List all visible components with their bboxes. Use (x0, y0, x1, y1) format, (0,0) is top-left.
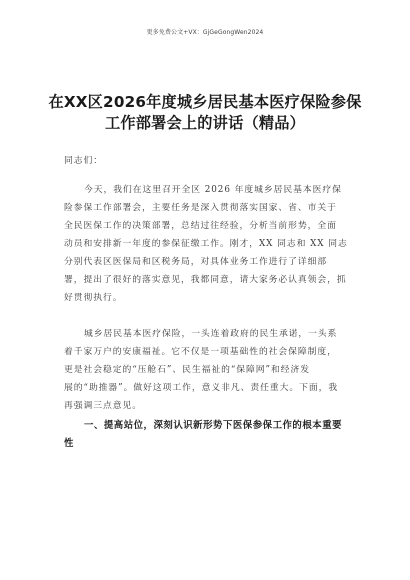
paragraph-1-line-7: 好贯彻执行。 (64, 293, 123, 303)
paragraph-2-line-5: 再强调三点意见。 (64, 401, 142, 411)
paragraph-1-line-5: 分别代表区医保局和区税务局，对具体业务工作进行了详细部 (64, 257, 328, 267)
greeting: 同志们： (64, 156, 103, 166)
section-heading-1-line-1: 一、提高站位，深刻认识新形势下医保参保工作的根本重要 (84, 420, 343, 431)
paragraph-1-line-4: 动员和安排新一年度的参保征缴工作。刚才，XX 同志和 XX 同志 (64, 239, 348, 249)
paragraph-2-line-4: 展的“助推器”。做好这项工作，意义非凡、责任重大。下面，我 (64, 383, 339, 393)
document-title-line-2: 工作部署会上的讲话（精品） (104, 114, 306, 132)
paragraph-2-line-3: 更是社会稳定的“压舱石”、民生福祉的“保障网”和经济发 (64, 365, 310, 375)
paragraph-1-line-1: 今天，我们在这里召开全区 2026 年度城乡居民基本医疗保 (84, 185, 342, 195)
section-heading-1-line-2: 性 (64, 438, 74, 449)
paragraph-1-line-3: 全民医保工作的决策部署，总结过往经验，分析当前形势，全面 (64, 221, 337, 231)
paragraph-2-line-1: 城乡居民基本医疗保险，一头连着政府的民生承诺，一头系 (84, 329, 338, 339)
paragraph-1-line-6: 署，提出了很好的落实意见，我都同意，请大家务必认真领会，抓 (64, 275, 347, 285)
paragraph-2-line-2: 着千家万户的安康福祉。它不仅是一项基础性的社会保障制度， (64, 347, 337, 357)
paragraph-1-line-2: 险参保工作部署会，主要任务是深入贯彻落实国家、省、市关于 (64, 203, 337, 213)
header-note: 更多免费公文+VX：GjGeGongWen2024 (146, 29, 264, 36)
document-title-line-1: 在XX区2026年度城乡居民基本医疗保险参保 (48, 93, 362, 111)
